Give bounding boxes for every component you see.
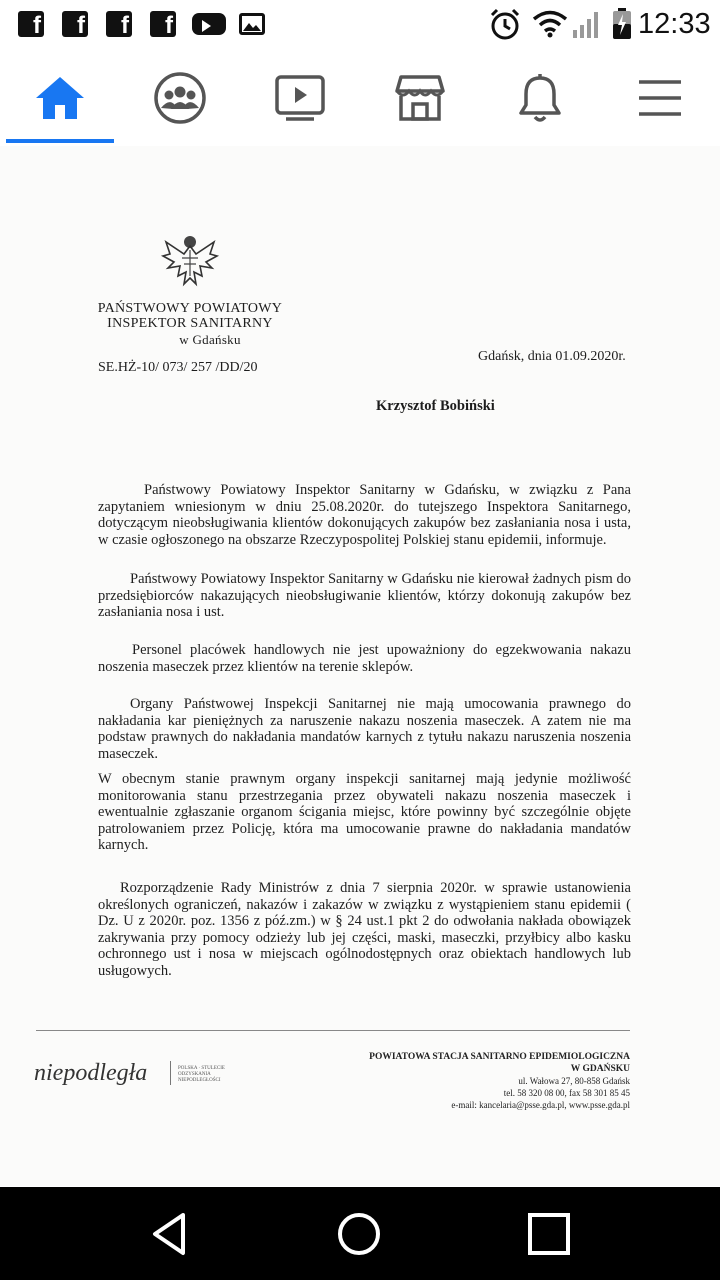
watch-video-icon	[274, 74, 326, 122]
polish-eagle-emblem-icon	[160, 232, 220, 290]
signal-icon	[572, 10, 602, 38]
station-city: W GDAŃSKU	[570, 1064, 630, 1074]
system-navigation-bar	[0, 1187, 720, 1280]
home-button[interactable]	[334, 1209, 384, 1259]
station-email: e-mail: kancelaria@psse.gda.pl, www.psse.gda.pl	[451, 1100, 630, 1110]
facebook-nav-bar	[0, 50, 720, 148]
station-name: POWIATOWA STACJA SANITARNO EPIDEMIOLOGICZNA	[369, 1052, 630, 1062]
letter-paragraph-1: Państwowy Powiatowy Inspektor Sanitarny w Gdańsku, w związku z Pana zapytaniem wniesionym w dniu 25.08.2020r. do tutejszego Inspektora Sanitarnego, dotyczącym nieobsługiwania klientów dokonujących zakupów bez zasłaniania nosa i usta, w czasie ogłoszonego na obszarze Rzeczypospolitej Polskiej stanu epidemii, informuje.	[98, 482, 631, 548]
place-and-date: Gdańsk, dnia 01.09.2020r.	[478, 349, 626, 364]
scanned-letter-image	[0, 146, 720, 1186]
letter-paragraph-5: W obecnym stanie prawnym organy inspekcji sanitarnej mają jedynie możliwość monitorowania stanu przestrzegania przez obywateli nakazu noszenia maseczek i ewentualnie zgłaszanie organom ścigania miejsc, które powinny być szczególnie objęte patrolowaniem przez Policję, która ma umocowanie prawne do nakładania mandatów karnych.	[98, 771, 631, 853]
facebook-icon: f	[150, 11, 176, 37]
reference-number: SE.HŻ-10/ 073/ 257 /DD/20	[98, 360, 258, 375]
office-name-line1: PAŃSTWOWY POWIATOWY	[97, 301, 283, 316]
battery-icon	[612, 8, 632, 40]
letter-paragraph-4: Organy Państwowej Inspekcji Sanitarnej nie mają umocowania prawnego do nakładania kar pieniężnych za naruszenie nakazu noszenia maseczek. A zatem nie ma podstaw prawnych do nakładania mandatów karnych z tytułu nakazu naruszenia noszenia maseczek.	[98, 696, 631, 762]
recents-button[interactable]	[524, 1209, 574, 1259]
facebook-icon: f	[18, 11, 44, 37]
wifi-icon	[532, 10, 568, 38]
youtube-icon	[192, 13, 226, 35]
bell-icon	[517, 72, 563, 124]
status-bar	[0, 0, 720, 50]
facebook-icon: f	[62, 11, 88, 37]
active-tab-indicator	[6, 139, 114, 143]
alarm-icon	[488, 7, 522, 41]
recipient-name: Krzysztof Bobiński	[376, 398, 495, 414]
groups-icon	[153, 71, 207, 125]
office-name-line2: INSPEKTOR SANITARNY	[107, 316, 273, 331]
footer-divider	[36, 1030, 630, 1031]
niepodlegla-logo: niepodległa	[34, 1060, 148, 1086]
nav-watch-tab[interactable]	[270, 70, 330, 126]
home-icon	[34, 74, 86, 122]
nav-groups-tab[interactable]	[150, 70, 210, 126]
niepodlegla-logo-subtext: POLSKA · STULECIE ODZYSKANIA NIEPODLEGŁOŚCI	[178, 1066, 225, 1083]
facebook-icon: f	[106, 11, 132, 37]
nav-home-tab[interactable]	[30, 70, 90, 126]
image-icon	[239, 13, 265, 35]
hamburger-menu-icon	[636, 78, 684, 118]
station-phone: tel. 58 320 08 00, fax 58 301 85 45	[503, 1088, 630, 1098]
station-address: ul. Wałowa 27, 80-858 Gdańsk	[518, 1076, 630, 1086]
letter-paragraph-3: Personel placówek handlowych nie jest upoważniony do egzekwowania nakazu noszenia maseczek przez klientów na terenie sklepów.	[98, 642, 631, 675]
nav-notifications-tab[interactable]	[510, 70, 570, 126]
back-button[interactable]	[145, 1209, 195, 1259]
office-city: w Gdańsku	[179, 332, 241, 347]
clock: 12:33	[638, 8, 711, 40]
letter-paragraph-6: Rozporządzenie Rady Ministrów z dnia 7 sierpnia 2020r. w sprawie ustanowienia określonych ograniczeń, nakazów i zakazów w związku z wystąpieniem stanu epidemii ( Dz. U z 2020r. poz. 1356 z póź.zm.) w § 24 ust.1 pkt 2 do odwołania nakłada obowiązek zakrywania przy pomocy odzieży lub jej części, maski, maseczki, przyłbicy albo kasku ochronnego ust i nosa w miejscach ogólnodostępnych oraz obiektach handlowych lub usługowych.	[98, 880, 631, 979]
logo-divider	[170, 1061, 171, 1085]
nav-marketplace-tab[interactable]	[390, 70, 450, 126]
letter-paragraph-2: Państwowy Powiatowy Inspektor Sanitarny w Gdańsku nie kierował żadnych pism do przedsiębiorców nakazujących nieobsługiwanie klientów, którzy dokonują zakupów bez zasłaniania nosa i ust.	[98, 571, 631, 620]
marketplace-store-icon	[394, 73, 446, 123]
nav-menu-tab[interactable]	[630, 70, 690, 126]
